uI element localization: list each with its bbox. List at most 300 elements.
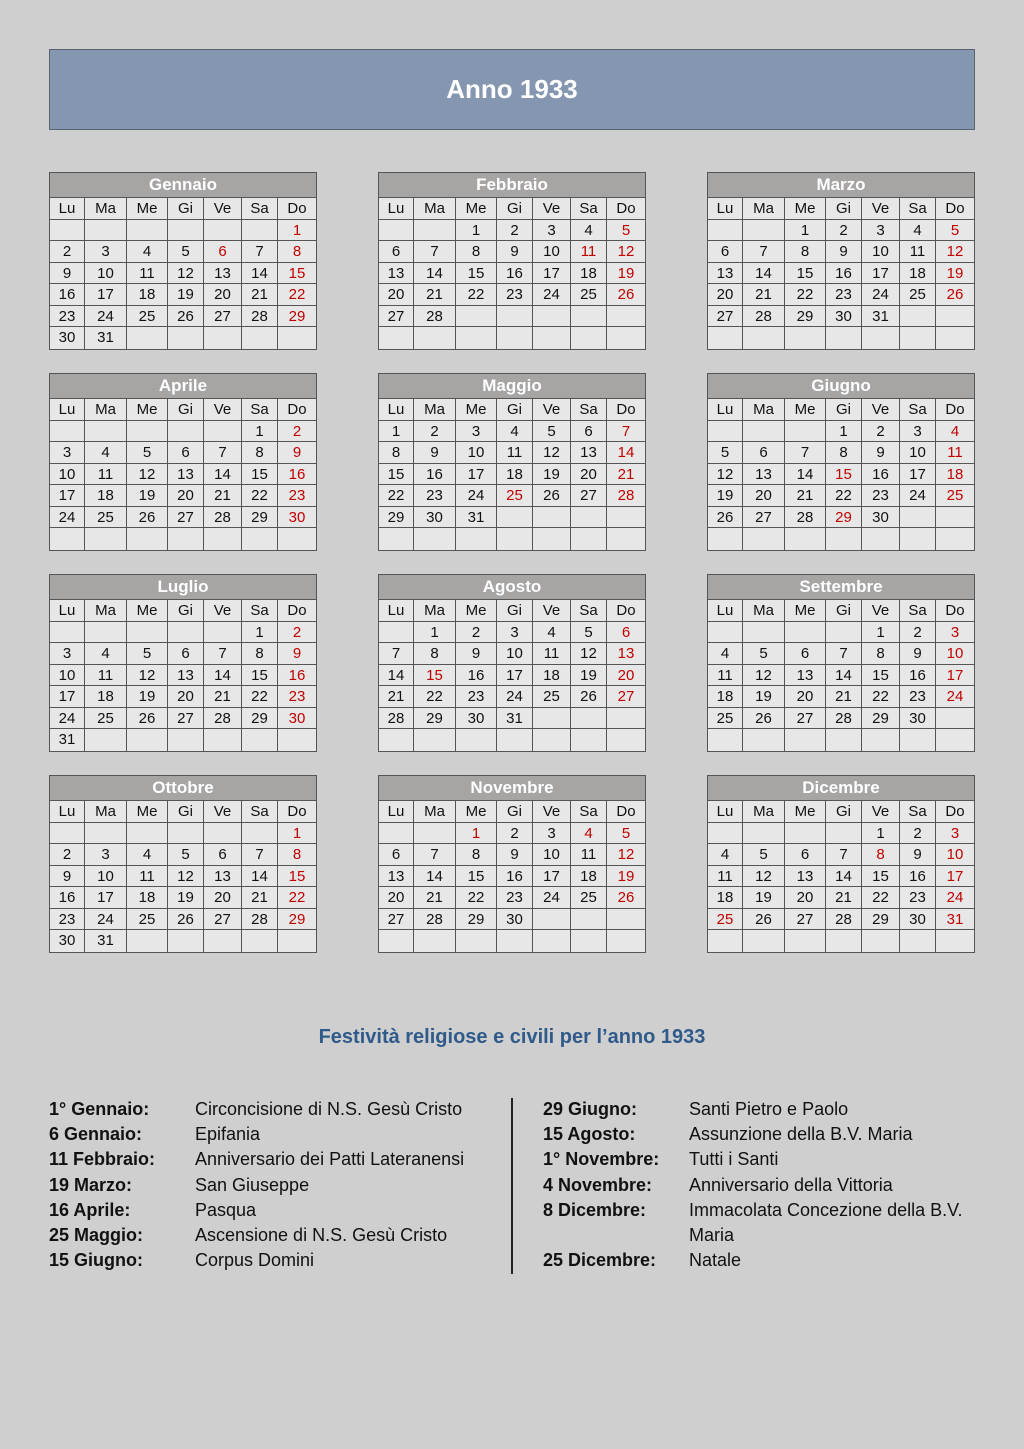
day-cell: 30 — [278, 708, 316, 730]
day-cell: 21 — [414, 887, 456, 909]
day-cell: 11 — [571, 241, 607, 263]
empty-cell — [862, 528, 900, 550]
day-cell: 7 — [826, 844, 862, 866]
day-cell: 22 — [785, 284, 826, 306]
day-cell: 19 — [607, 263, 645, 285]
day-cell: 26 — [127, 507, 168, 529]
day-cell: 29 — [414, 708, 456, 730]
day-cell: 23 — [497, 284, 533, 306]
day-cell: 5 — [743, 844, 785, 866]
day-cell: 10 — [862, 241, 900, 263]
day-cell: 28 — [785, 507, 826, 529]
empty-cell — [414, 220, 456, 242]
day-cell: 21 — [826, 686, 862, 708]
day-cell: 7 — [607, 421, 645, 443]
day-cell: 16 — [414, 464, 456, 486]
month-grid — [708, 198, 974, 349]
day-cell: 24 — [936, 686, 974, 708]
empty-cell — [708, 729, 743, 751]
empty-cell — [900, 930, 936, 952]
day-cell: 12 — [607, 241, 645, 263]
month-name: Agosto — [379, 575, 645, 600]
day-cell: 10 — [533, 241, 571, 263]
day-cell: 28 — [743, 306, 785, 328]
day-cell: 20 — [204, 284, 242, 306]
weekday-label: Me — [127, 399, 168, 421]
day-cell: 16 — [497, 866, 533, 888]
day-cell: 11 — [900, 241, 936, 263]
weekday-label: Lu — [50, 801, 85, 823]
empty-cell — [571, 306, 607, 328]
day-cell: 6 — [168, 442, 204, 464]
day-cell: 15 — [785, 263, 826, 285]
day-cell: 16 — [50, 887, 85, 909]
day-cell: 13 — [607, 643, 645, 665]
day-cell: 6 — [607, 622, 645, 644]
day-cell: 27 — [204, 306, 242, 328]
day-cell: 27 — [379, 306, 414, 328]
empty-cell — [127, 622, 168, 644]
empty-cell — [571, 909, 607, 931]
empty-cell — [497, 729, 533, 751]
day-cell: 27 — [204, 909, 242, 931]
day-cell: 24 — [50, 708, 85, 730]
holiday-date: 15 Agosto: — [543, 1124, 636, 1145]
day-cell: 27 — [571, 485, 607, 507]
day-cell: 20 — [743, 485, 785, 507]
day-cell: 20 — [571, 464, 607, 486]
month-febbraio — [378, 172, 646, 350]
day-cell: 9 — [278, 643, 316, 665]
weekday-label: Sa — [571, 399, 607, 421]
month-agosto — [378, 574, 646, 752]
day-cell: 5 — [533, 421, 571, 443]
day-cell: 30 — [414, 507, 456, 529]
weekday-label: Me — [785, 801, 826, 823]
day-cell: 12 — [571, 643, 607, 665]
day-cell: 21 — [204, 485, 242, 507]
day-cell: 7 — [414, 241, 456, 263]
day-cell: 12 — [743, 665, 785, 687]
holiday-name: Ascensione di N.S. Gesù Cristo — [195, 1225, 448, 1246]
weekday-label: Do — [278, 600, 316, 622]
day-cell: 3 — [533, 823, 571, 845]
empty-cell — [900, 306, 936, 328]
day-cell: 2 — [278, 421, 316, 443]
day-cell: 13 — [168, 464, 204, 486]
day-cell: 17 — [497, 665, 533, 687]
weekday-label: Me — [785, 198, 826, 220]
empty-cell — [168, 528, 204, 550]
empty-cell — [414, 729, 456, 751]
day-cell: 21 — [785, 485, 826, 507]
empty-cell — [900, 528, 936, 550]
day-cell: 8 — [862, 844, 900, 866]
day-cell: 11 — [708, 866, 743, 888]
day-cell: 15 — [278, 263, 316, 285]
day-cell: 20 — [708, 284, 743, 306]
day-cell: 21 — [607, 464, 645, 486]
day-cell: 5 — [168, 241, 204, 263]
empty-cell — [379, 729, 414, 751]
weekday-label: Gi — [497, 600, 533, 622]
empty-cell — [708, 622, 743, 644]
empty-cell — [85, 528, 127, 550]
day-cell: 26 — [743, 909, 785, 931]
month-grid — [379, 198, 645, 349]
day-cell: 5 — [936, 220, 974, 242]
day-cell: 23 — [278, 485, 316, 507]
day-cell: 4 — [497, 421, 533, 443]
day-cell: 19 — [708, 485, 743, 507]
day-cell: 4 — [708, 844, 743, 866]
day-cell: 7 — [826, 643, 862, 665]
day-cell: 18 — [571, 866, 607, 888]
empty-cell — [168, 823, 204, 845]
day-cell: 3 — [936, 622, 974, 644]
empty-cell — [379, 823, 414, 845]
empty-cell — [204, 930, 242, 952]
empty-cell — [533, 327, 571, 349]
empty-cell — [127, 220, 168, 242]
weekday-label: Ve — [862, 399, 900, 421]
day-cell: 1 — [278, 220, 316, 242]
empty-cell — [168, 220, 204, 242]
day-cell: 10 — [50, 464, 85, 486]
month-name: Settembre — [708, 575, 974, 600]
month-name: Novembre — [379, 776, 645, 801]
month-aprile — [49, 373, 317, 551]
empty-cell — [127, 930, 168, 952]
empty-cell — [862, 327, 900, 349]
weekday-label: Lu — [50, 600, 85, 622]
day-cell: 9 — [900, 643, 936, 665]
empty-cell — [204, 823, 242, 845]
day-cell: 25 — [936, 485, 974, 507]
day-cell: 13 — [204, 866, 242, 888]
day-cell: 10 — [936, 643, 974, 665]
day-cell: 15 — [242, 464, 278, 486]
day-cell: 13 — [379, 263, 414, 285]
empty-cell — [85, 823, 127, 845]
day-cell: 11 — [85, 464, 127, 486]
month-name: Marzo — [708, 173, 974, 198]
empty-cell — [497, 327, 533, 349]
weekday-label: Ma — [743, 198, 785, 220]
day-cell: 8 — [456, 241, 497, 263]
day-cell: 3 — [900, 421, 936, 443]
day-cell: 22 — [862, 686, 900, 708]
day-cell: 30 — [497, 909, 533, 931]
day-cell: 8 — [242, 442, 278, 464]
day-cell: 8 — [278, 844, 316, 866]
weekday-label: Sa — [242, 801, 278, 823]
day-cell: 4 — [85, 643, 127, 665]
day-cell: 6 — [168, 643, 204, 665]
day-cell: 3 — [533, 220, 571, 242]
holiday-row — [543, 1173, 983, 1198]
empty-cell — [168, 327, 204, 349]
empty-cell — [743, 528, 785, 550]
weekday-label: Sa — [900, 399, 936, 421]
day-cell: 1 — [414, 622, 456, 644]
weekday-label: Gi — [826, 600, 862, 622]
empty-cell — [50, 220, 85, 242]
empty-cell — [785, 729, 826, 751]
empty-cell — [204, 421, 242, 443]
day-cell: 1 — [456, 220, 497, 242]
empty-cell — [533, 930, 571, 952]
month-name: Gennaio — [50, 173, 316, 198]
day-cell: 29 — [242, 507, 278, 529]
day-cell: 12 — [533, 442, 571, 464]
day-cell: 30 — [456, 708, 497, 730]
day-cell: 27 — [168, 708, 204, 730]
holiday-name: Immacolata Concezione della B.V. Maria — [689, 1199, 963, 1246]
day-cell: 27 — [708, 306, 743, 328]
weekday-label: Ma — [414, 801, 456, 823]
day-cell: 25 — [708, 909, 743, 931]
month-grid — [379, 399, 645, 550]
weekday-label: Ma — [85, 198, 127, 220]
weekday-label: Ma — [85, 801, 127, 823]
weekday-label: Lu — [379, 399, 414, 421]
month-grid — [50, 600, 316, 751]
day-cell: 8 — [242, 643, 278, 665]
day-cell: 30 — [862, 507, 900, 529]
day-cell: 24 — [533, 887, 571, 909]
day-cell: 18 — [497, 464, 533, 486]
day-cell: 22 — [278, 284, 316, 306]
weekday-label: Sa — [242, 399, 278, 421]
weekday-label: Lu — [379, 600, 414, 622]
day-cell: 30 — [900, 708, 936, 730]
empty-cell — [278, 729, 316, 751]
day-cell: 5 — [127, 442, 168, 464]
day-cell: 25 — [127, 909, 168, 931]
empty-cell — [862, 930, 900, 952]
day-cell: 26 — [708, 507, 743, 529]
empty-cell — [242, 327, 278, 349]
day-cell: 12 — [127, 464, 168, 486]
holiday-date: 4 Novembre: — [543, 1174, 653, 1195]
day-cell: 3 — [85, 844, 127, 866]
month-gennaio — [49, 172, 317, 350]
day-cell: 24 — [497, 686, 533, 708]
empty-cell — [414, 930, 456, 952]
day-cell: 1 — [456, 823, 497, 845]
empty-cell — [607, 708, 645, 730]
day-cell: 17 — [900, 464, 936, 486]
day-cell: 28 — [204, 708, 242, 730]
empty-cell — [278, 930, 316, 952]
day-cell: 11 — [708, 665, 743, 687]
weekday-label: Ve — [862, 600, 900, 622]
day-cell: 3 — [456, 421, 497, 443]
weekday-label: Lu — [50, 198, 85, 220]
holiday-row — [543, 1147, 983, 1172]
day-cell: 22 — [242, 686, 278, 708]
day-cell: 9 — [456, 643, 497, 665]
empty-cell — [607, 930, 645, 952]
empty-cell — [708, 930, 743, 952]
holiday-name: Santi Pietro e Paolo — [689, 1099, 849, 1119]
empty-cell — [168, 421, 204, 443]
month-name: Dicembre — [708, 776, 974, 801]
day-cell: 2 — [900, 622, 936, 644]
day-cell: 13 — [785, 665, 826, 687]
holiday-row — [49, 1198, 494, 1223]
day-cell: 28 — [826, 909, 862, 931]
day-cell: 28 — [414, 306, 456, 328]
empty-cell — [785, 528, 826, 550]
empty-cell — [204, 528, 242, 550]
empty-cell — [533, 306, 571, 328]
day-cell: 19 — [936, 263, 974, 285]
day-cell: 13 — [379, 866, 414, 888]
empty-cell — [900, 327, 936, 349]
weekday-label: Do — [936, 399, 974, 421]
holiday-name: Tutti i Santi — [689, 1149, 779, 1170]
day-cell: 14 — [826, 866, 862, 888]
day-cell: 18 — [900, 263, 936, 285]
day-cell: 6 — [743, 442, 785, 464]
day-cell: 31 — [50, 729, 85, 751]
empty-cell — [571, 729, 607, 751]
weekday-label: Gi — [826, 801, 862, 823]
day-cell: 27 — [785, 708, 826, 730]
weekday-label: Me — [785, 600, 826, 622]
day-cell: 19 — [571, 665, 607, 687]
weekday-label: Do — [278, 801, 316, 823]
day-cell: 25 — [85, 708, 127, 730]
holiday-name: Natale — [689, 1250, 742, 1271]
day-cell: 24 — [900, 485, 936, 507]
day-cell: 2 — [50, 241, 85, 263]
empty-cell — [743, 220, 785, 242]
holiday-row — [543, 1122, 983, 1147]
empty-cell — [936, 729, 974, 751]
day-cell: 24 — [85, 306, 127, 328]
day-cell: 26 — [168, 909, 204, 931]
weekday-label: Ve — [204, 600, 242, 622]
month-grid — [379, 600, 645, 751]
day-cell: 14 — [785, 464, 826, 486]
month-name: Maggio — [379, 374, 645, 399]
weekday-label: Sa — [242, 600, 278, 622]
day-cell: 8 — [278, 241, 316, 263]
day-cell: 6 — [379, 241, 414, 263]
day-cell: 15 — [456, 866, 497, 888]
empty-cell — [743, 729, 785, 751]
weekday-label: Me — [456, 198, 497, 220]
weekday-label: Gi — [168, 600, 204, 622]
day-cell: 5 — [743, 643, 785, 665]
weekday-label: Me — [127, 600, 168, 622]
empty-cell — [571, 930, 607, 952]
day-cell: 17 — [85, 284, 127, 306]
empty-cell — [936, 507, 974, 529]
day-cell: 14 — [743, 263, 785, 285]
day-cell: 4 — [571, 823, 607, 845]
empty-cell — [379, 327, 414, 349]
day-cell: 2 — [497, 823, 533, 845]
empty-cell — [708, 528, 743, 550]
weekday-label: Lu — [379, 801, 414, 823]
day-cell: 22 — [456, 887, 497, 909]
day-cell: 6 — [204, 844, 242, 866]
weekday-label: Ve — [533, 600, 571, 622]
empty-cell — [743, 823, 785, 845]
weekday-label: Do — [607, 198, 645, 220]
holiday-row — [49, 1223, 494, 1248]
day-cell: 16 — [497, 263, 533, 285]
day-cell: 11 — [571, 844, 607, 866]
day-cell: 19 — [533, 464, 571, 486]
day-cell: 26 — [607, 887, 645, 909]
month-ottobre — [49, 775, 317, 953]
day-cell: 27 — [168, 507, 204, 529]
day-cell: 16 — [278, 665, 316, 687]
day-cell: 1 — [862, 622, 900, 644]
empty-cell — [571, 507, 607, 529]
day-cell: 15 — [278, 866, 316, 888]
day-cell: 7 — [204, 442, 242, 464]
empty-cell — [497, 528, 533, 550]
day-cell: 11 — [497, 442, 533, 464]
empty-cell — [85, 421, 127, 443]
day-cell: 7 — [785, 442, 826, 464]
day-cell: 18 — [533, 665, 571, 687]
day-cell: 26 — [533, 485, 571, 507]
empty-cell — [242, 220, 278, 242]
empty-cell — [50, 421, 85, 443]
month-name: Giugno — [708, 374, 974, 399]
day-cell: 11 — [127, 263, 168, 285]
empty-cell — [607, 528, 645, 550]
empty-cell — [936, 528, 974, 550]
day-cell: 10 — [50, 665, 85, 687]
day-cell: 18 — [85, 485, 127, 507]
day-cell: 18 — [936, 464, 974, 486]
day-cell: 21 — [743, 284, 785, 306]
day-cell: 5 — [708, 442, 743, 464]
month-dicembre — [707, 775, 975, 953]
empty-cell — [785, 421, 826, 443]
day-cell: 12 — [607, 844, 645, 866]
weekday-label: Sa — [900, 801, 936, 823]
day-cell: 26 — [743, 708, 785, 730]
day-cell: 4 — [127, 844, 168, 866]
day-cell: 27 — [743, 507, 785, 529]
day-cell: 23 — [50, 909, 85, 931]
holiday-date: 29 Giugno: — [543, 1099, 637, 1119]
empty-cell — [456, 306, 497, 328]
day-cell: 2 — [826, 220, 862, 242]
day-cell: 5 — [127, 643, 168, 665]
day-cell: 16 — [900, 665, 936, 687]
empty-cell — [85, 622, 127, 644]
weekday-label: Me — [456, 399, 497, 421]
month-grid — [50, 198, 316, 349]
day-cell: 12 — [127, 665, 168, 687]
holiday-row — [543, 1198, 983, 1248]
day-cell: 4 — [85, 442, 127, 464]
day-cell: 6 — [204, 241, 242, 263]
day-cell: 1 — [278, 823, 316, 845]
holiday-name: Pasqua — [195, 1199, 257, 1220]
day-cell: 27 — [785, 909, 826, 931]
